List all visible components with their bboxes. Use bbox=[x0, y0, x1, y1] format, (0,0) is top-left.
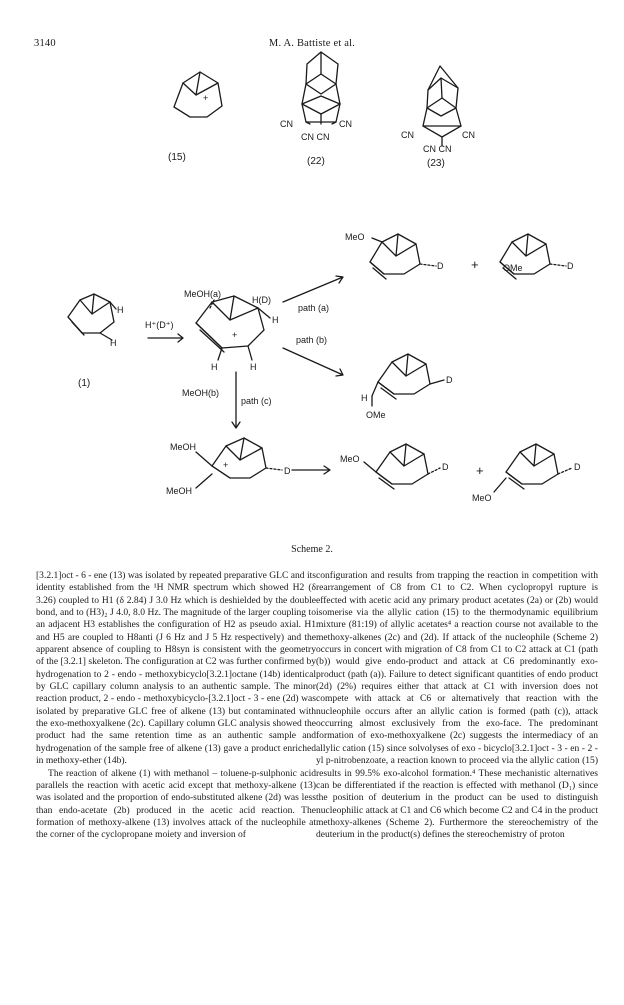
cn-22-left: CN bbox=[280, 119, 293, 129]
h-int-c: H bbox=[250, 362, 257, 372]
d-a2: D bbox=[567, 261, 574, 271]
intermediate-cation bbox=[196, 296, 270, 360]
cn-23-right: CN bbox=[462, 130, 475, 140]
cn-22-right: CN bbox=[339, 119, 352, 129]
d-a1: D bbox=[437, 261, 444, 271]
h-d-label: H(D) bbox=[252, 295, 271, 305]
right-column bbox=[316, 570, 598, 842]
charge-plus-int: + bbox=[232, 330, 238, 340]
label-23: (23) bbox=[427, 158, 445, 169]
path-b-label: path (b) bbox=[296, 335, 328, 345]
cn-22-bottom: CN CN bbox=[301, 132, 330, 142]
product-c1 bbox=[364, 444, 440, 489]
label-15: (15) bbox=[168, 152, 186, 163]
charge-plus: + bbox=[203, 93, 209, 103]
page-number: 3140 bbox=[34, 38, 56, 49]
ome-a2: OMe bbox=[503, 263, 523, 273]
product-b bbox=[372, 354, 444, 406]
d-c2: D bbox=[574, 462, 581, 472]
structure-1 bbox=[68, 294, 116, 340]
meo-c2: MeO bbox=[472, 493, 492, 503]
arrow-path-c bbox=[232, 372, 240, 428]
meo-a1: MeO bbox=[345, 232, 365, 242]
left-paragraph-1: [3.2.1]oct - 6 - ene (13) was isolated by repeated preparative GLC and its identity established from the ¹H NMR spectrum which showed H2 (δ 3.26) coupled to H1 (δ 2.84) J 3.0 Hz which is deshielded by the double bond, and to (H3)₂ J 4.0, 8.0 Hz. The magnitude of the larger coupling to an adjacent H3 establishes the configuration of H2 as pseudo axial. H1 and H5 are coupled to H8anti (J 6 Hz and J 5 Hz respectively) and the apparent absence of coupling to H8syn is consistent with the geometry of the [3.2.1] skeleton. The configuration at C2 was further confirmed by hydrogenation to 2 - endo - methoxybicyclo[3.2.1]octane (14b) identical by GLC capillary column analysis to an authentic sample. The minor reaction product, 2 - endo - methoxybicyclo-[3.2.1]oct - 3 - ene (2d) was isolated by preparative GLC free of alkene (13) but contaminated with the exo-methoxyalkene (2c). Capillary column GLC analysis showed the product had the same retention time as an authentic sample and hydrogenation of the sample free of alkene (13) gave a product enriched in methoxy-ether (14b). bbox=[36, 570, 316, 767]
h-1b: H bbox=[110, 338, 117, 348]
cn-23-bottom: CN CN bbox=[423, 144, 452, 154]
h-1a: H bbox=[117, 305, 124, 315]
d-b: D bbox=[446, 375, 453, 385]
structure-22 bbox=[302, 52, 340, 124]
arrow-to-products bbox=[292, 466, 330, 474]
label-1: (1) bbox=[78, 378, 91, 389]
meoh-b-label: MeOH(b) bbox=[182, 388, 220, 398]
d-c: D bbox=[284, 466, 291, 476]
scheme-caption: Scheme 2. bbox=[291, 544, 333, 555]
h-b: H bbox=[361, 393, 368, 403]
reagent-label: H⁺(D⁺) bbox=[145, 320, 174, 330]
arrow-path-b bbox=[283, 348, 343, 376]
right-paragraph-1: configuration and results from trapping the reaction in competition with rearrangement of C8 from C1 to C2. When cyclopropyl rupture is effected with acetic acid any primary product acetates (2a) or (2b) would isomerise via the allylic cation (15) to the thermodynamic equilibrium mixture (81:19) of allylic acetates⁴ a reaction course not available to the methoxy-alkenes (2c) and (2d). If attack of the nucleophile (Scheme 2) occurs in concert with migration of C8 from C1 to C2 attack at C1 (path (b)) would give endo-product and attack at C6 predominantly exo-product (path (a)). Failure to detect significant quantities of endo product (2d) (2%) requires either that attack at C1 with inversion does not compete with attack at C6 or alternatively that reaction with the nucleophile occurs after an allylic cation is formed (path (c)), attack occurring almost exclusively from the exo-face. The predominant formation of exo-methoxyalkene (2c) suggests the intermediacy of an allylic cation (15) since solvolyses of exo - bicyclo[3.2.1]oct - 3 - en - 2 - yl p-nitrobenzoate, a reaction known to proceed via the allylic cation (15) results in 99.5% exo-alcohol formation.⁴ These mechanistic alternatives can be differentiated if the reaction is effected with methanol (D₁) since the position of deuterium in the product can be used to distinguish nucleophilic attack at C1 and C6 which become C2 and C4 in the product methoxy-alkenes (Scheme 2). Furthermore the stereochemistry of the deuterium in the product(s) defines the stereochemistry of proton bbox=[316, 570, 598, 841]
arrow-path-a bbox=[283, 276, 343, 302]
meoh-c-bottom: MeOH bbox=[166, 486, 193, 496]
product-a1 bbox=[370, 234, 436, 279]
label-22: (22) bbox=[307, 156, 325, 167]
allylic-intermediate bbox=[196, 438, 282, 488]
meoh-c-top: MeOH bbox=[170, 442, 197, 452]
cn-23-left: CN bbox=[401, 130, 414, 140]
d-c1: D bbox=[442, 462, 449, 472]
left-paragraph-2: The reaction of alkene (1) with methanol – toluene-p-sulphonic acid parallels the reaction with acetic acid except that methoxy-alkene (13) was isolated and the proportion of endo-substituted alkene (2d) was less than endo-acetate (2b) produced in the acetic acid reaction. The formation of methoxy-alkene (13) involves attack of the nucleophile at the corner of the cyclopropane moiety and inversion of bbox=[36, 767, 316, 841]
structure-15 bbox=[174, 72, 222, 117]
charge-plus-c: + bbox=[223, 460, 229, 470]
path-c-label: path (c) bbox=[241, 396, 272, 406]
arrow-protonation bbox=[148, 334, 183, 342]
h-int-a: H bbox=[272, 315, 279, 325]
product-c2 bbox=[494, 444, 572, 492]
path-a-label: path (a) bbox=[298, 303, 330, 313]
h-int-b: H bbox=[211, 362, 218, 372]
running-header-author: M. A. Battiste et al. bbox=[268, 38, 356, 49]
left-column bbox=[36, 570, 316, 842]
plus-a: + bbox=[471, 257, 479, 272]
ome-b: OMe bbox=[366, 410, 386, 420]
plus-c: + bbox=[476, 463, 484, 478]
structure-23 bbox=[423, 66, 461, 146]
meoh-a-label: MeOH(a) bbox=[184, 289, 222, 299]
meo-c1: MeO bbox=[340, 454, 360, 464]
